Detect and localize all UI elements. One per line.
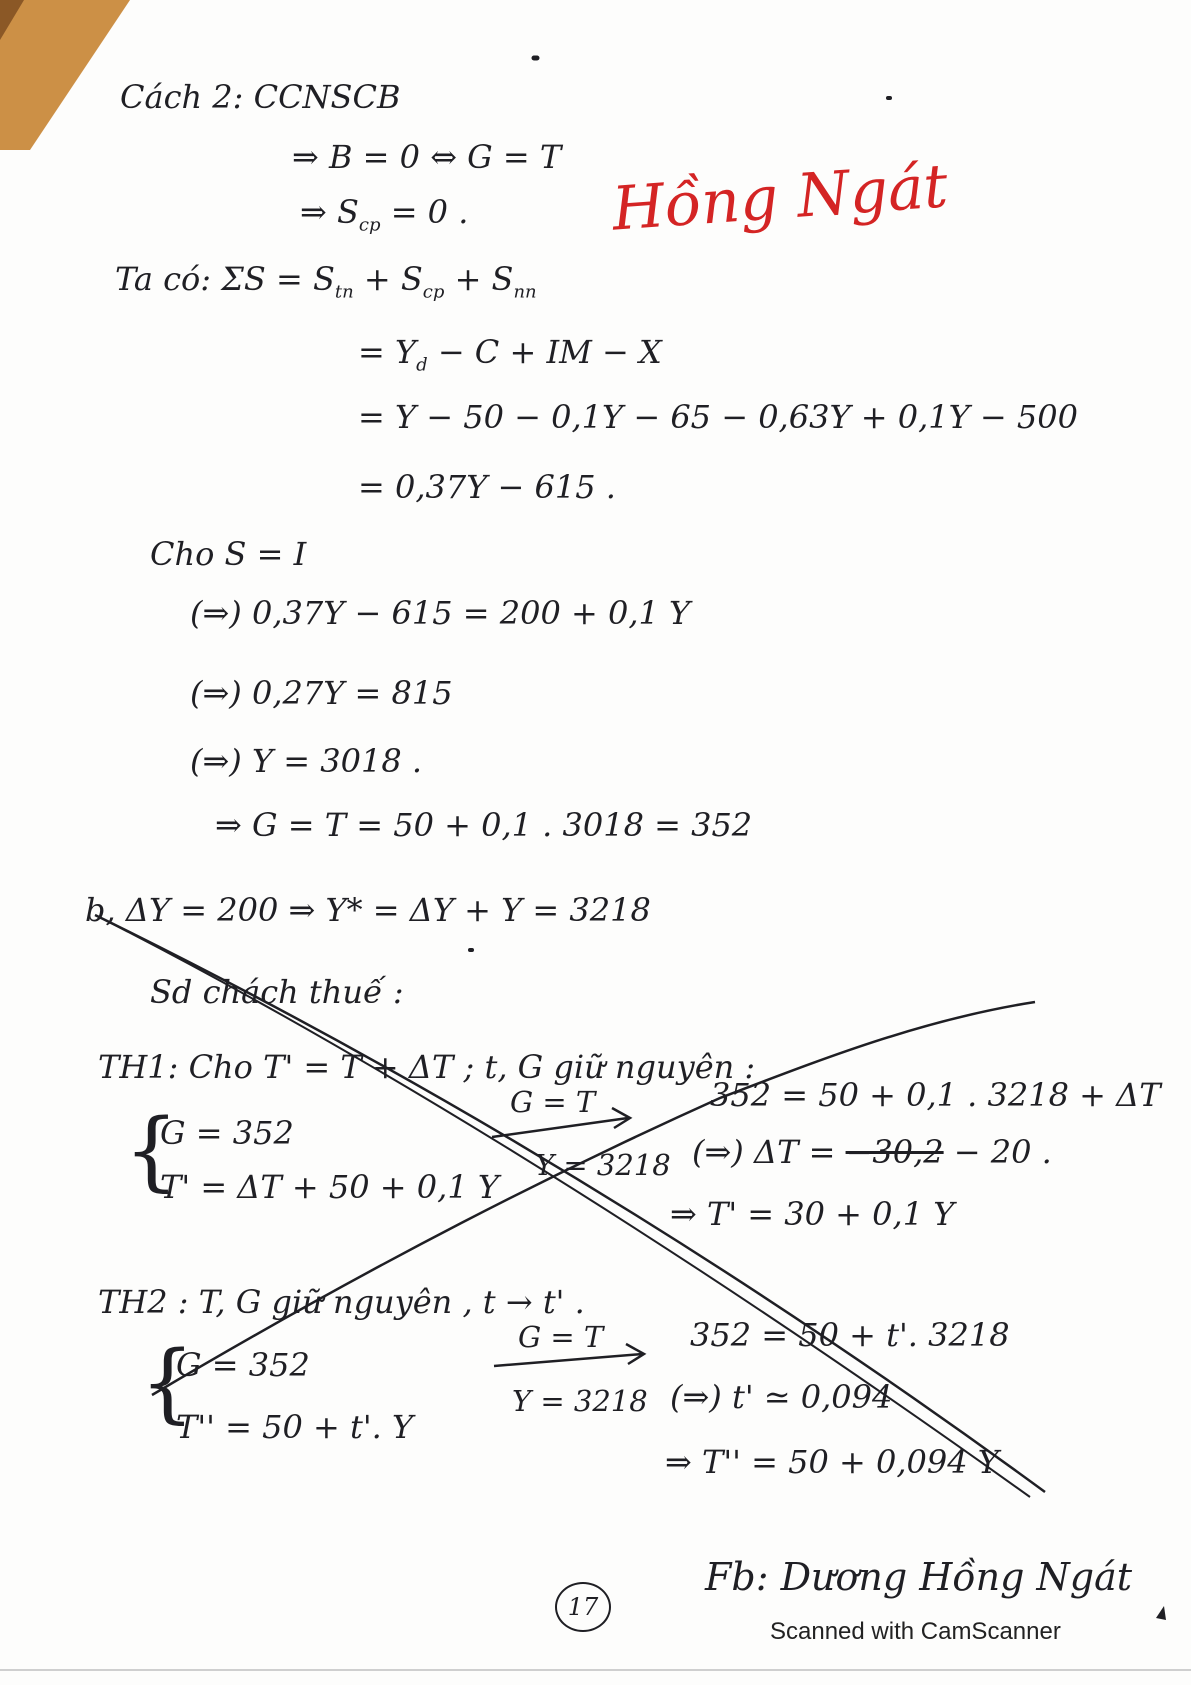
cross-out-line-1 xyxy=(95,915,1045,1492)
line-th1: TH1: Cho T' = T + ΔT ; t, G giữ nguyên : xyxy=(98,1048,756,1086)
sum-s-sub2: cp xyxy=(422,281,445,303)
line-eq-2: (⇒) 0,27Y = 815 xyxy=(190,674,453,712)
line-t-approx: (⇒) t' ≃ 0,094 xyxy=(670,1378,893,1416)
red-signature: Hồng Ngát xyxy=(609,151,950,245)
sum-s-mid2: + S xyxy=(444,260,514,298)
arrow-1-shaft xyxy=(492,1118,628,1137)
line-th2: TH2 : T, G giữ nguyên , t → t' . xyxy=(98,1283,585,1321)
heading-cach-2: Cách 2: CCNSCB xyxy=(120,78,401,116)
line-expand: = Y − 50 − 0,1Y − 65 − 0,63Y + 0,1Y − 500 xyxy=(358,398,1078,436)
camscanner-stamp: Scanned with CamScanner xyxy=(770,1618,1061,1645)
line-eq-3: (⇒) Y = 3018 . xyxy=(190,742,423,780)
arrow-2-shaft xyxy=(494,1354,642,1366)
line-th1-g: G = 352 xyxy=(160,1114,294,1152)
fb-signature: Fb: Dương Hồng Ngát xyxy=(705,1555,1133,1599)
arrow-label-g-t-2: G = T xyxy=(518,1320,604,1354)
delta-t-value: − 20 . xyxy=(953,1133,1052,1171)
arrow-label-g-t-1: G = T xyxy=(510,1085,596,1119)
cross-out-line-2 xyxy=(105,920,1030,1497)
delta-t-lead: (⇒) ΔT = xyxy=(692,1133,836,1171)
yd-lead: = Y xyxy=(358,333,417,371)
line-t-prime: ⇒ T' = 30 + 0,1 Y xyxy=(670,1195,955,1233)
delta-t-struck: −30,2 xyxy=(845,1133,944,1171)
line-g-t: ⇒ G = T = 50 + 0,1 . 3018 = 352 xyxy=(215,806,753,844)
cross-out-line-3 xyxy=(152,1002,1035,1395)
line-t-double-prime: ⇒ T'' = 50 + 0,094 Y xyxy=(665,1443,999,1481)
line-sd-thue: Sd chách thuế : xyxy=(150,973,404,1011)
brace-th2: { xyxy=(140,1333,195,1433)
sum-s-mid1: + S xyxy=(353,260,423,298)
arrow-label-y-1: Y = 3218 xyxy=(535,1148,671,1182)
sum-s-sub3: nn xyxy=(513,281,537,303)
bottom-rule xyxy=(0,1669,1191,1671)
line-th2-t: T'' = 50 + t'. Y xyxy=(176,1408,414,1446)
scp-sub: cp xyxy=(358,214,381,236)
scp-rest: = 0 . xyxy=(380,193,469,231)
line-cho-s-i: Cho S = I xyxy=(150,535,307,573)
line-352-eq: 352 = 50 + 0,1 . 3218 + ΔT xyxy=(710,1076,1161,1114)
line-simplified: = 0,37Y − 615 . xyxy=(358,468,616,506)
arrow-label-y-2: Y = 3218 xyxy=(512,1384,648,1418)
line-eq-1: (⇒) 0,37Y − 615 = 200 + 0,1 Y xyxy=(190,594,691,632)
edge-mark xyxy=(1156,1606,1166,1620)
line-delta-y: b, ΔY = 200 ⇒ Y* = ΔY + Y = 3218 xyxy=(85,891,651,929)
brace-th1: { xyxy=(124,1101,179,1201)
line-b-zero: ⇒ B = 0 ⇔ G = T xyxy=(292,138,562,176)
scp-s: ⇒ S xyxy=(300,193,359,231)
line-th2-g: G = 352 xyxy=(176,1346,310,1384)
line-th1-t: T' = ΔT + 50 + 0,1 Y xyxy=(160,1168,499,1206)
page-number: 17 xyxy=(555,1582,611,1632)
sum-s-sub1: tn xyxy=(334,281,354,303)
yd-rest: − C + IM − X xyxy=(427,333,662,371)
sum-s-lead: Ta có: ΣS = S xyxy=(115,260,335,298)
yd-sub: d xyxy=(416,354,428,376)
line-352-t-prime: 352 = 50 + t'. 3218 xyxy=(690,1316,1010,1354)
